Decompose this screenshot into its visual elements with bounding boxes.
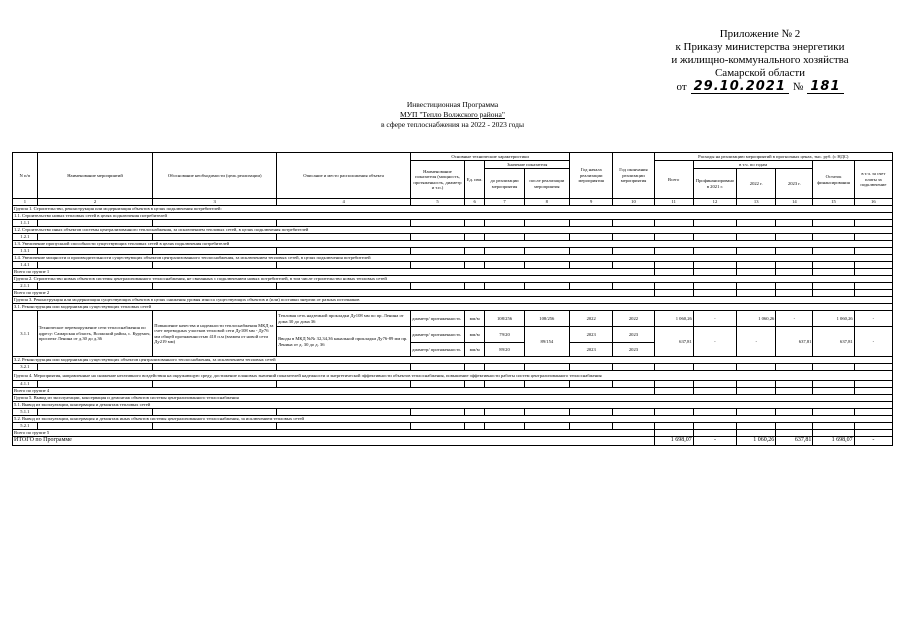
subgroup-5-2-label: 5.2. Вывод из эксплуатации, консервация и демонтаж иных объектов системы централизованного теплоснабжения, за исключением тепловых сетей bbox=[13, 416, 893, 423]
group-row bbox=[13, 276, 893, 283]
header-indicator-value: Значение показателя bbox=[485, 161, 570, 169]
row-number: 1.2.1 bbox=[13, 234, 38, 241]
col-number: 11 bbox=[654, 199, 693, 206]
header-before: до реализации мероприятия bbox=[485, 169, 524, 199]
header-incl-fee: в т.ч. за счет платы за подключение bbox=[854, 161, 892, 199]
row-number: 4.1.1 bbox=[13, 381, 38, 388]
grand-total-2022: 1 060,26 bbox=[737, 437, 776, 446]
start-year-2: 2023 bbox=[570, 327, 613, 343]
header-start-year: Год начала реализации мероприятия bbox=[570, 153, 613, 199]
header-description: Описание и место расположения объекта bbox=[277, 153, 411, 199]
col-number: 16 bbox=[854, 199, 892, 206]
col-number: 1 bbox=[13, 199, 38, 206]
row-number: 1.4.1 bbox=[13, 262, 38, 269]
col-number: 4 bbox=[277, 199, 411, 206]
indicator-name-2: диаметр/ протяженность bbox=[411, 327, 465, 343]
table-row bbox=[13, 234, 893, 241]
group-row bbox=[13, 395, 893, 402]
subgroup-row bbox=[13, 227, 893, 234]
subgroup-3-2-label: 3.2. Реконструкция или модернизация существующих объектов централизованного теплоснабжения, за исключением тепловых сетей bbox=[13, 357, 893, 364]
group-2-label: Группа 2. Строительство новых объектов системы централизованного теплоснабжения, не связанных с подключением новых потребителей, в том числе строительство новых тепловых сетей bbox=[13, 276, 893, 283]
y2022-2: - bbox=[737, 327, 776, 357]
title-line-1: Инвестиционная Программа bbox=[406, 100, 499, 109]
group-1-label: Группа 1. Строительство, реконструкция или модернизация объектов в целях подключения потребителей: bbox=[13, 206, 893, 213]
header-reason: Обоснование необходимости (цель реализации) bbox=[153, 153, 277, 199]
subgroup-row bbox=[13, 241, 893, 248]
project-name: Техническое перевооружение сети теплоснабжения по адресу: Самарская область, Волжский район, с. Курумоч, проспект Ленина от д.30 до д.36 bbox=[37, 311, 153, 357]
group-3-label: Группа 3. Реконструкция или модернизация существующих объектов в целях снижения уровня износа существующих объектов и (или) поставки энергии от разных источников bbox=[13, 297, 893, 304]
investment-program-table bbox=[12, 152, 893, 446]
subgroup-3-1-label: 3.1. Реконструкция или модернизация существующих тепловых сетей bbox=[13, 304, 893, 311]
col-number: 3 bbox=[153, 199, 277, 206]
subgroup-row bbox=[13, 402, 893, 409]
group-total-row bbox=[13, 430, 893, 437]
y2023-2: 637,81 bbox=[776, 327, 813, 357]
grand-total-2023: 637,81 bbox=[776, 437, 813, 446]
col-number: 6 bbox=[464, 199, 485, 206]
row-number: 3.2.1 bbox=[13, 364, 38, 371]
indicator-name-1: диаметр/ протяженность bbox=[411, 311, 465, 327]
row-number: 5.2.1 bbox=[13, 423, 38, 430]
title-organization: МУП "Тепло Волжского района" bbox=[400, 110, 505, 119]
subgroup-5-1-label: 5.1. Вывод из эксплуатации, консервация и демонтаж тепловых сетей bbox=[13, 402, 893, 409]
table-row bbox=[13, 364, 893, 371]
group-5-total-label: Всего по группе 5 bbox=[13, 430, 655, 437]
group-total-row bbox=[13, 388, 893, 395]
remaining-1: 1 060,26 bbox=[813, 311, 854, 327]
group-2-total-label: Всего по группе 2 bbox=[13, 290, 655, 297]
header-expenses-group: Расходы на реализацию мероприятий в прогнозных ценах, тыс. руб. (с НДС) bbox=[654, 153, 892, 161]
number-prefix: № bbox=[792, 81, 804, 93]
header-2022: 2022 г. bbox=[737, 169, 776, 199]
subgroup-row bbox=[13, 357, 893, 364]
table-row bbox=[13, 262, 893, 269]
row-number: 1.3.1 bbox=[13, 248, 38, 255]
end-year-3: 2023 bbox=[613, 343, 654, 357]
project-number: 3.1.1 bbox=[13, 311, 38, 357]
order-number: 181 bbox=[807, 80, 843, 94]
header-end-year: Год окончания реализации мероприятия bbox=[613, 153, 654, 199]
fee-1: - bbox=[854, 311, 892, 327]
before-value-2: 79/20 bbox=[485, 327, 524, 343]
group-5-label: Группа 5. Вывод из эксплуатации, консервация и демонтаж объектов системы централизованного теплоснабжения bbox=[13, 395, 893, 402]
subgroup-row bbox=[13, 255, 893, 262]
group-1-total-label: Всего по группе 1 bbox=[13, 269, 655, 276]
project-description-2: Вводы в МКД №№ 32,34,36 канальной прокладки Ду76-89 мм пр. Ленина от д. 30 до д. 36 bbox=[277, 327, 411, 357]
y2022-1: 1 060,26 bbox=[737, 311, 776, 327]
grand-total-fee: - bbox=[854, 437, 892, 446]
project-reason: Повышение качества и надежности теплоснабжения МКД за счет переводных участков тепловой сети Ду108 мм - Ду76 мм общей протяженностью 410 п.м (взамен от новой сети Ду219 мм) bbox=[153, 311, 277, 357]
header-2023: 2023 г. bbox=[776, 169, 813, 199]
appendix-block bbox=[635, 28, 885, 94]
col-number: 10 bbox=[613, 199, 654, 206]
date-prefix: от bbox=[676, 81, 687, 93]
group-row bbox=[13, 206, 893, 213]
after-value-1: 108/256 bbox=[524, 311, 569, 327]
table-row bbox=[13, 220, 893, 227]
title-line-3: в сфере теплоснабжения на 2022 - 2023 годы bbox=[381, 120, 524, 129]
header-total: Всего bbox=[654, 161, 693, 199]
subgroup-row bbox=[13, 416, 893, 423]
header-financed: Профинансировано в 2021 г. bbox=[693, 169, 736, 199]
order-date-line bbox=[635, 80, 885, 94]
grand-total-remaining: 1 698,07 bbox=[813, 437, 854, 446]
header-remaining: Остаток финансирования bbox=[813, 161, 854, 199]
subgroup-row bbox=[13, 304, 893, 311]
group-row bbox=[13, 371, 893, 381]
total-2: 637,81 bbox=[654, 327, 693, 357]
indicator-name-3: диаметр/ протяженность bbox=[411, 343, 465, 357]
col-number: 5 bbox=[411, 199, 465, 206]
group-4-label: Группа 4. Мероприятия, направленные на снижение негативного воздействия на окружающую среду, достижение плановых значений показателей надежности и энергетической эффективности объектов теплоснабжения, повышение эффективности работы систем централизованного теплоснабжения bbox=[13, 371, 893, 381]
col-number: 14 bbox=[776, 199, 813, 206]
subgroup-1-2-label: 1.2. Строительство иных объектов системы централизованного теплоснабжения, за исключением тепловых сетей, в целях подключения потребителей bbox=[13, 227, 893, 234]
group-4-total-label: Всего по группе 4 bbox=[13, 388, 655, 395]
header-tech-group: Основные технические характеристики bbox=[411, 153, 570, 161]
row-number: 2.1.1 bbox=[13, 283, 38, 290]
header-indicator-name: Наименование показателя (мощность, протяженность, диаметр и т.п.) bbox=[411, 161, 465, 199]
table-row bbox=[13, 409, 893, 416]
group-total-row bbox=[13, 269, 893, 276]
end-year-1: 2022 bbox=[613, 311, 654, 327]
before-value-3: 89/20 bbox=[485, 343, 524, 357]
subgroup-1-1-label: 1.1. Строительство новых тепловых сетей в целях подключения потребителей bbox=[13, 213, 893, 220]
header-num: N п/п bbox=[13, 153, 38, 199]
col-number: 8 bbox=[524, 199, 569, 206]
unit-3: мм/м bbox=[464, 343, 485, 357]
project-description-1: Тепловая сеть надземной прокладки Ду108 мм по пр. Ленина от дома 30 до дома 36 bbox=[277, 311, 411, 327]
col-number: 12 bbox=[693, 199, 736, 206]
col-number: 9 bbox=[570, 199, 613, 206]
table-row bbox=[13, 423, 893, 430]
grand-total-label: ИТОГО по Программе bbox=[13, 437, 655, 446]
group-total-row bbox=[13, 290, 893, 297]
column-numbers-row bbox=[13, 199, 893, 206]
appendix-order-line: к Приказу министерства энергетики bbox=[675, 41, 845, 53]
header-name: Наименование мероприятий bbox=[37, 153, 153, 199]
start-year-3: 2023 bbox=[570, 343, 613, 357]
header-after: после реализации мероприятия bbox=[524, 169, 569, 199]
header-unit: Ед. изм. bbox=[464, 161, 485, 199]
header-by-years: в т.ч. по годам bbox=[693, 161, 813, 169]
subgroup-1-3-label: 1.3. Увеличение пропускной способности существующих тепловых сетей в целях подключения потребителей bbox=[13, 241, 893, 248]
unit-2: мм/м bbox=[464, 327, 485, 343]
document-title bbox=[0, 100, 905, 130]
col-number: 13 bbox=[737, 199, 776, 206]
appendix-title: Приложение № 2 bbox=[719, 28, 801, 40]
row-number: 5.1.1 bbox=[13, 409, 38, 416]
before-value-1: 108/256 bbox=[485, 311, 524, 327]
appendix-ministry-line: и жилищно-коммунального хозяйства bbox=[671, 54, 849, 66]
project-row bbox=[13, 311, 893, 327]
grand-total-financed: - bbox=[693, 437, 736, 446]
table-row bbox=[13, 248, 893, 255]
group-row bbox=[13, 297, 893, 304]
table-row bbox=[13, 381, 893, 388]
end-year-2: 2023 bbox=[613, 327, 654, 343]
financed-1: - bbox=[693, 311, 736, 327]
total-1: 1 060,26 bbox=[654, 311, 693, 327]
col-number: 2 bbox=[37, 199, 153, 206]
after-value-2: 89/154 bbox=[524, 327, 569, 357]
start-year-1: 2022 bbox=[570, 311, 613, 327]
order-date: 29.10.2021 bbox=[691, 80, 789, 94]
unit-1: мм/м bbox=[464, 311, 485, 327]
financed-2: - bbox=[693, 327, 736, 357]
remaining-2: 637,81 bbox=[813, 327, 854, 357]
y2023-1: - bbox=[776, 311, 813, 327]
fee-2: - bbox=[854, 327, 892, 357]
subgroup-row bbox=[13, 213, 893, 220]
col-number: 7 bbox=[485, 199, 524, 206]
row-number: 1.1.1 bbox=[13, 220, 38, 227]
table-row bbox=[13, 283, 893, 290]
grand-total-row bbox=[13, 437, 893, 446]
grand-total-sum: 1 698,07 bbox=[654, 437, 693, 446]
col-number: 15 bbox=[813, 199, 854, 206]
appendix-region-line: Самарской области bbox=[714, 67, 806, 79]
subgroup-1-4-label: 1.4. Увеличение мощности и производительности существующих объектов централизованного теплоснабжения, за исключением тепловых сетей, в целях подключения потребителей bbox=[13, 255, 893, 262]
